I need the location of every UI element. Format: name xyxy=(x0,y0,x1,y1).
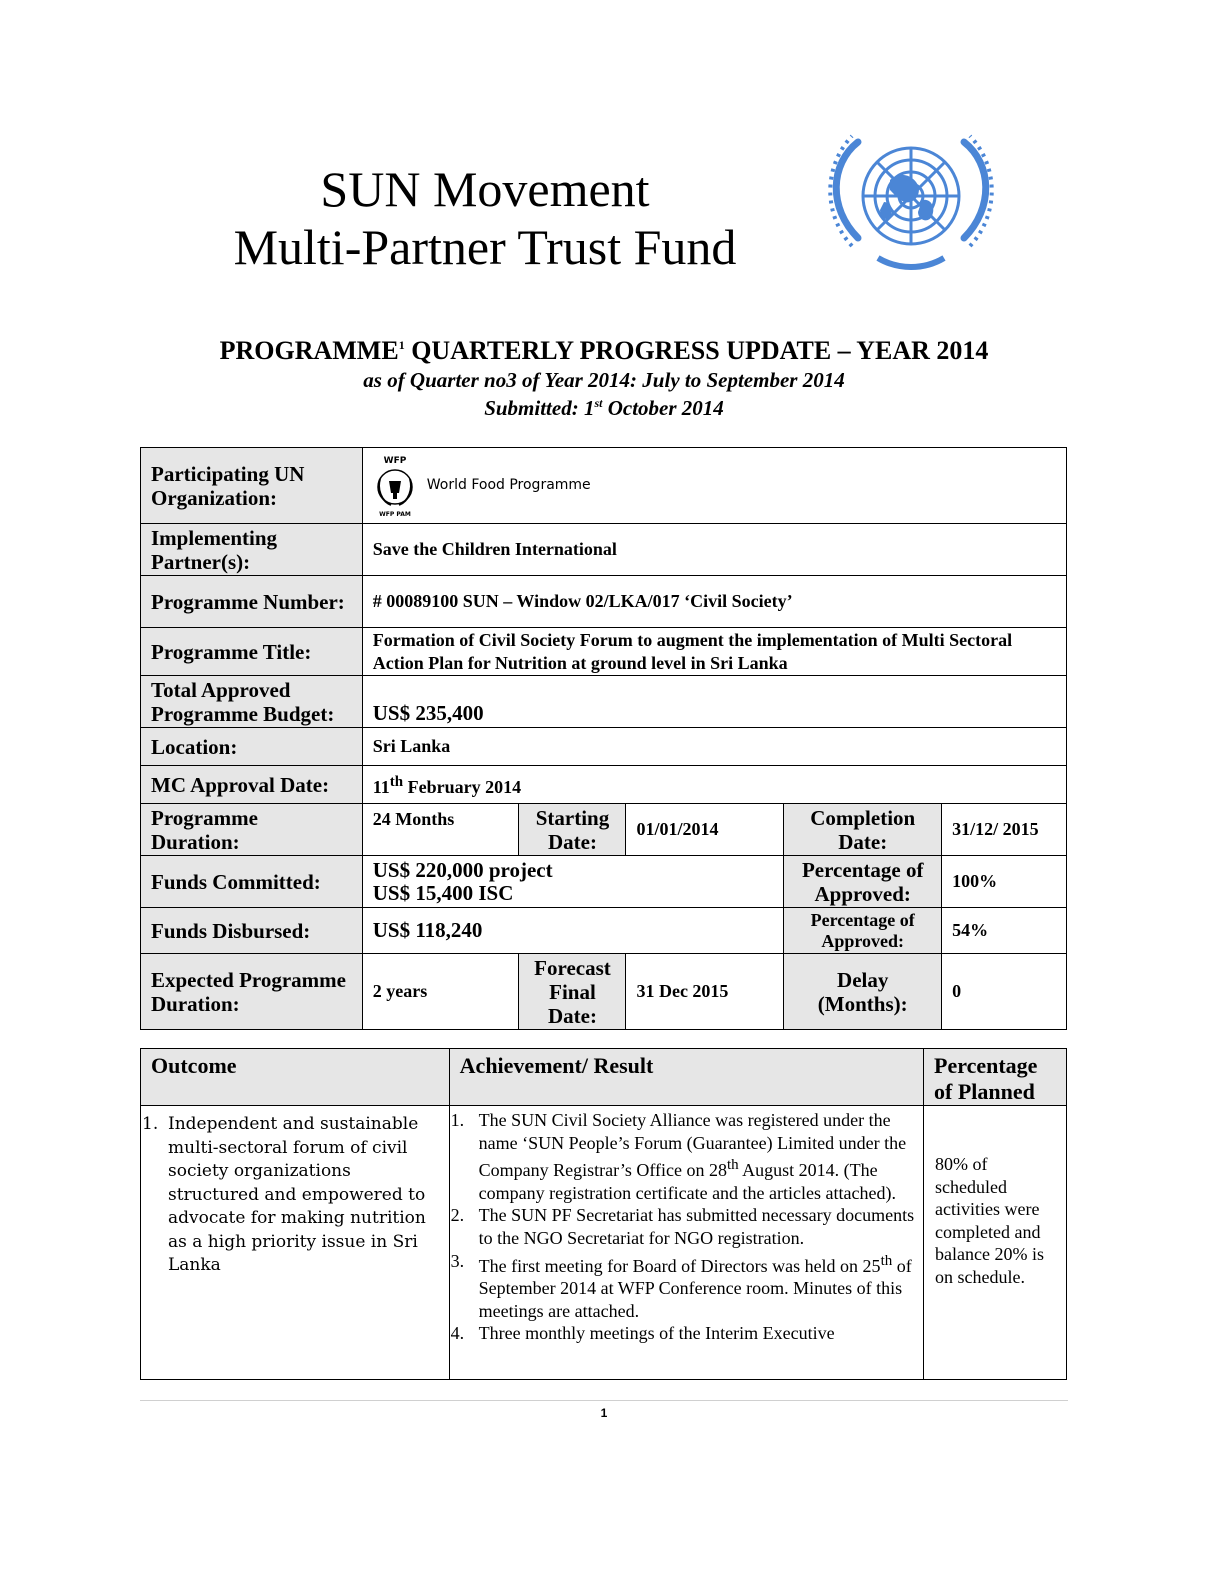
title-line-1: SUN Movement xyxy=(320,161,650,217)
starting-date-label: Starting Date: xyxy=(519,804,626,856)
committed-percentage-value: 100% xyxy=(942,856,1067,908)
funds-committed-value xyxy=(362,856,784,908)
funds-disbursed-label: Funds Disbursed: xyxy=(141,908,363,954)
disbursed-percentage-value: 54% xyxy=(942,908,1067,954)
expected-duration-value: 2 years xyxy=(362,954,519,1030)
achievement-text-a: Three monthly meetings of the Interim Executive xyxy=(478,1323,835,1344)
mc-approval-value xyxy=(362,766,1066,804)
programme-title-label: Programme Title: xyxy=(141,628,363,676)
delay-value: 0 xyxy=(942,954,1067,1030)
percentage-text: 80% of scheduled activities were completed and balance 20% is on schedule. xyxy=(935,1154,1044,1287)
achievement-text-a: The SUN PF Secretariat has submitted necessary documents to the NGO Secretariat for NGO registration. xyxy=(478,1205,915,1248)
forecast-date-value: 31 Dec 2015 xyxy=(626,954,784,1030)
wfp-bottom-text: WFP PAM xyxy=(378,510,411,518)
outcome-header: Outcome xyxy=(141,1049,450,1106)
achievement-sup: th xyxy=(880,1252,893,1269)
participating-label: Participating UN Organization: xyxy=(141,448,363,524)
starting-date-value: 01/01/2014 xyxy=(626,804,784,856)
achievement-text-a: The SUN Civil Society Alliance was registered under the name ‘SUN People’s Forum (Guarantee) Limited under the Company Registrar’s Office on 28 xyxy=(478,1110,907,1181)
expected-duration-label: Expected Programme Duration: xyxy=(141,954,363,1030)
delay-label: Delay (Months): xyxy=(784,954,942,1030)
funds-committed-isc: US$ 15,400 ISC xyxy=(372,880,514,905)
programme-number-value: # 00089100 SUN – Window 02/LKA/017 ‘Civil Society’ xyxy=(362,576,1066,628)
wfp-name: World Food Programme xyxy=(426,477,591,493)
report-period: as of Quarter no3 of Year 2014: July to September 2014 xyxy=(363,368,845,392)
percentage-cell xyxy=(924,1106,1067,1380)
outcome-text: Independent and sustainable multi-sectoral forum of civil society organizations structured and empowered to advocate for making nutrition as a high priority issue in Sri Lanka xyxy=(168,1114,426,1275)
location-label: Location: xyxy=(141,728,363,766)
programme-title-value: Formation of Civil Society Forum to augment the implementation of Multi Sectoral Action Plan for Nutrition at ground level in Sri Lanka xyxy=(362,628,1066,676)
wfp-emblem-icon xyxy=(373,453,417,519)
forecast-date-label: Forecast Final Date: xyxy=(519,954,626,1030)
disbursed-percentage-label: Percentage of Approved: xyxy=(784,908,942,954)
outcome-table xyxy=(140,1048,1067,1380)
achievement-header: Achievement/ Result xyxy=(449,1049,923,1106)
achievement-text xyxy=(479,1250,918,1323)
submission-date-sup: st xyxy=(594,396,603,410)
achievement-sup: th xyxy=(726,1157,739,1174)
submission-date-b: October 2014 xyxy=(602,396,724,420)
achievement-text xyxy=(479,1204,918,1249)
achievement-number: 1. xyxy=(450,1110,465,1130)
programme-number-label: Programme Number: xyxy=(141,576,363,628)
completion-date-label: Completion Date: xyxy=(784,804,942,856)
budget-label: Total Approved Programme Budget: xyxy=(141,676,363,728)
achievement-list xyxy=(451,1107,922,1345)
funds-committed-label: Funds Committed: xyxy=(141,856,363,908)
document-title xyxy=(140,160,830,276)
achievement-number: 2. xyxy=(450,1205,465,1226)
submission-date-a: Submitted: 1 xyxy=(484,396,595,420)
heading-part-b: QUARTERLY PROGRESS UPDATE – YEAR 2014 xyxy=(404,336,989,365)
page-number: 1 xyxy=(600,1406,608,1420)
achievement-number: 4. xyxy=(450,1323,465,1344)
budget-value: US$ 235,400 xyxy=(362,676,1066,728)
achievement-item xyxy=(451,1250,918,1323)
implementing-value: Save the Children International xyxy=(362,524,1066,576)
outcome-item xyxy=(142,1107,448,1282)
outcome-number: 1. xyxy=(142,1114,159,1134)
funds-committed-project: US$ 220,000 project xyxy=(372,857,553,882)
achievement-text xyxy=(479,1322,835,1345)
duration-label: Programme Duration: xyxy=(141,804,363,856)
wfp-logo xyxy=(373,453,1056,519)
title-line-2: Multi-Partner Trust Fund xyxy=(233,219,737,275)
wfp-logo-cell xyxy=(362,448,1066,524)
un-emblem-icon xyxy=(818,128,1004,280)
funds-disbursed-value: US$ 118,240 xyxy=(362,908,784,954)
achievement-number: 3. xyxy=(450,1250,465,1271)
programme-info-table xyxy=(140,447,1067,1030)
mc-approval-label: MC Approval Date: xyxy=(141,766,363,804)
report-heading xyxy=(140,336,1068,366)
achievement-cell xyxy=(449,1106,923,1380)
mc-approval-rest: February 2014 xyxy=(403,776,522,797)
submission-date xyxy=(140,396,1068,421)
achievement-text-b: of September 2014 at WFP Conference room. Minutes of this meetings are attached. xyxy=(478,1255,912,1321)
heading-part-a: PROGRAMME xyxy=(219,336,399,365)
outcome-cell xyxy=(141,1106,450,1380)
achievement-text xyxy=(479,1109,918,1204)
achievement-text-b: August 2014. (The company registration certificate and the articles attached). xyxy=(478,1160,896,1203)
committed-percentage-label: Percentage of Approved: xyxy=(784,856,942,908)
implementing-label: Implementing Partner(s): xyxy=(141,524,363,576)
achievement-item xyxy=(451,1322,918,1345)
mc-approval-sup: th xyxy=(389,773,404,790)
percentage-header: Percentage of Planned xyxy=(924,1049,1067,1106)
completion-date-value: 31/12/ 2015 xyxy=(942,804,1067,856)
wfp-top-text: WFP xyxy=(383,455,407,466)
mc-approval-day: 11 xyxy=(372,776,390,797)
achievement-item xyxy=(451,1204,918,1249)
location-value: Sri Lanka xyxy=(362,728,1066,766)
achievement-item xyxy=(451,1109,918,1204)
achievement-text-a: The first meeting for Board of Directors was held on 25 xyxy=(478,1255,881,1276)
footer-divider xyxy=(140,1400,1068,1401)
heading-footnote: 1 xyxy=(398,338,405,352)
duration-value: 24 Months xyxy=(362,804,519,856)
